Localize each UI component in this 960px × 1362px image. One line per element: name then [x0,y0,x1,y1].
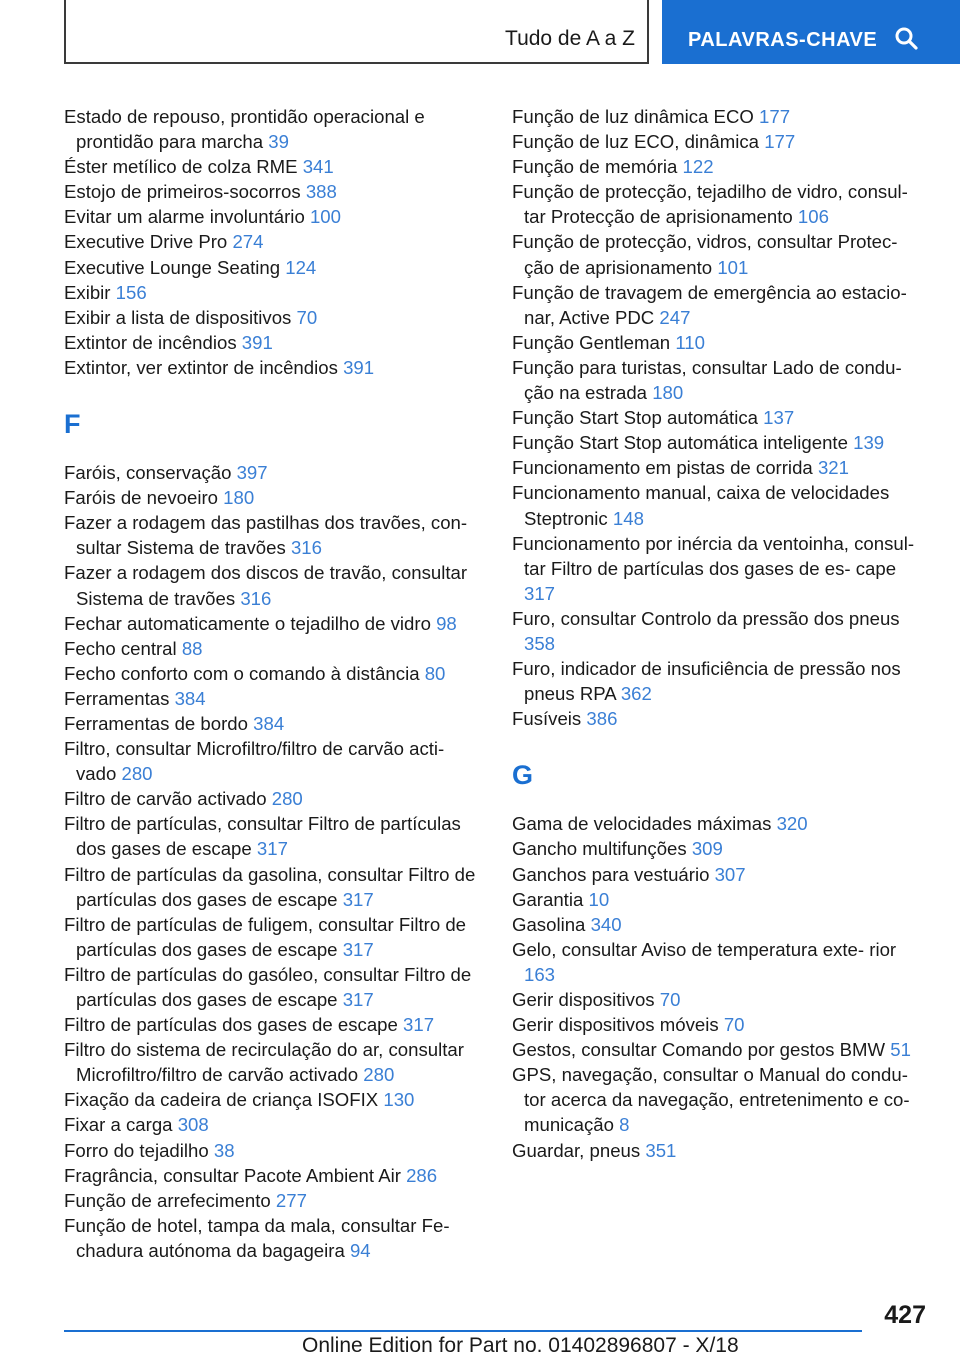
index-entry-text: Filtro de partículas, consultar Filtro de partículas dos gases de escape [64,813,461,860]
index-entry-text: Faróis, conservação [64,462,232,484]
index-entry-page-link[interactable]: 280 [271,788,303,810]
footer-divider [64,1330,862,1332]
index-entry-text: Gama de velocidades máximas [512,813,772,835]
index-entry-text: Gerir dispositivos móveis [512,1014,719,1036]
index-entry-text: Executive Lounge Seating [64,256,281,278]
index-entry [64,485,484,510]
index-entry [64,912,484,962]
index-entry-text: Filtro de partículas do gasóleo, consultar Filtro de partículas dos gases de escape [64,963,472,1010]
index-entry [512,405,932,430]
index-entry-text: Garantia [512,888,584,910]
index-entry-page-link[interactable]: 247 [659,306,691,328]
index-letter-heading: F [64,409,81,440]
index-entry-text: Executive Drive Pro [64,231,228,253]
index-entry-page-link[interactable]: 180 [652,382,684,404]
index-entry-page-link[interactable]: 277 [275,1189,307,1211]
index-entry [512,887,932,912]
index-entry [64,1112,484,1137]
index-entry [512,531,932,606]
index-entry-page-link[interactable]: 341 [302,156,334,178]
index-entry-text: Éster metílico de colza RME [64,156,298,178]
index-entry-page-link[interactable]: 308 [177,1114,209,1136]
index-entry [512,129,932,154]
index-entry [512,154,932,179]
index-entry-page-link[interactable]: 94 [349,1239,371,1261]
section-tab[interactable] [64,0,649,64]
index-entry-text: Filtro do sistema de recirculação do ar, consultar Microfiltro/filtro de carvão activado [64,1039,464,1086]
index-entry [64,104,484,154]
index-entry-page-link[interactable]: 177 [764,131,796,153]
index-entry [512,811,932,836]
index-entry-text: Furo, consultar Controlo da pressão dos pneus [512,607,900,629]
index-entry-text: Extintor de incêndios [64,331,237,353]
index-entry-text: Ferramentas de bordo [64,712,248,734]
index-entry-text: Fixação da cadeira de criança ISOFIX [64,1089,379,1111]
index-entry [64,355,484,380]
index-entry-page-link[interactable]: 351 [645,1139,677,1161]
index-entry-page-link[interactable]: 340 [590,913,622,935]
keywords-tab-label: PALAVRAS-CHAVE [688,29,878,51]
index-entry-text: Exibir [64,281,111,303]
index-entry-page-link[interactable]: 317 [342,989,374,1010]
page-number: 427 [884,1301,926,1329]
index-entry [64,786,484,811]
index-entry [64,636,484,661]
index-entry-page-link[interactable]: 280 [121,763,153,785]
index-entry-text: Fazer a rodagem dos discos de travão, consultar Sistema de travões [64,562,468,609]
index-entry [512,706,932,731]
index-entry-page-link[interactable]: 130 [383,1089,415,1111]
index-entry-text: Faróis de nevoeiro [64,487,218,509]
index-entry [64,661,484,686]
index-entry [64,1012,484,1037]
index-entry-text: Função de memória [512,156,678,178]
index-entry [64,255,484,280]
index-entry [64,560,484,610]
index-entry-page-link[interactable]: 317 [403,1014,435,1036]
index-entry-page-link[interactable]: 362 [620,683,652,705]
index-entry [64,229,484,254]
index-entry [512,1138,932,1163]
index-entry-text: Fechar automaticamente o tejadilho de vidro [64,612,431,634]
index-entry-page-link[interactable]: 98 [436,612,457,634]
index-entry-page-link[interactable]: 38 [213,1139,235,1161]
index-entry-text: Ferramentas [64,687,170,709]
index-entry-text: Função Start Stop automática [512,407,758,429]
index-entry-page-link[interactable]: 274 [232,231,264,253]
index-entry [64,1188,484,1213]
index-entry-text: Furo, indicador de insuficiência de pressão nos pneus RPA [512,658,901,705]
index-entry [64,611,484,636]
index-entry-page-link[interactable]: 384 [253,712,285,734]
index-entry-page-link[interactable]: 391 [343,356,375,378]
index-entry-page-link[interactable]: 316 [240,587,272,609]
index-entry [512,1037,932,1062]
index-entry-text: GPS, navegação, consultar o Manual do condu- tor acerca da navegação, entretenimento e co- municação [512,1064,910,1136]
index-entry-text: Funcionamento por inércia da ventoinha, consul- tar Filtro de partículas dos gases de es- cape [512,532,915,579]
index-column-left [64,104,484,1263]
index-entry [512,937,932,987]
index-letter-heading: G [512,760,534,791]
index-entry-page-link[interactable]: 80 [424,662,446,684]
index-entry-page-link[interactable]: 137 [763,407,795,429]
index-entry-text: Gancho multifunções [512,838,687,860]
index-entry-text: Gestos, consultar Comando por gestos BMW [512,1039,886,1061]
index-entry-text: Evitar um alarme involuntário [64,206,305,228]
index-entry [64,179,484,204]
index-entry [512,229,932,279]
index-entry-page-link[interactable]: 317 [342,888,374,910]
index-entry-page-link[interactable]: 163 [524,963,556,985]
index-entry-page-link[interactable]: 70 [659,989,681,1010]
index-entry-page-link[interactable]: 316 [290,537,322,559]
index-entry-page-link[interactable]: 101 [717,256,749,278]
index-entry-page-link[interactable]: 139 [853,432,885,454]
index-entry [64,1213,484,1263]
footer-edition-text: Online Edition for Part no. 01402896807 - X/18 [302,1334,739,1357]
index-entry-text: Função para turistas, consultar Lado de condu- ção na estrada [512,356,902,404]
index-entry [512,430,932,455]
index-entry [512,606,932,656]
index-entry-page-link[interactable]: 156 [115,281,147,303]
index-entry [64,204,484,229]
index-entry [64,280,484,305]
index-entry [512,455,932,480]
index-column-right [512,104,932,1163]
index-entry-text: Função Gentleman [512,331,671,353]
index-entry-text: Filtro, consultar Microfiltro/filtro de carvão acti- vado [64,738,445,785]
index-entry-page-link[interactable]: 124 [285,256,317,278]
index-entry [64,305,484,330]
index-entry-page-link[interactable]: 51 [890,1039,911,1061]
index-entry-page-link[interactable]: 177 [759,106,791,127]
index-entry-page-link[interactable]: 180 [223,487,255,509]
index-entry-text: Filtro de partículas de fuligem, consultar Filtro de partículas dos gases de escape [64,913,467,960]
index-entry-text: Função de travagem de emergência ao estacio- nar, Active PDC [512,281,907,328]
index-entry-page-link[interactable]: 307 [714,863,746,885]
index-entry-page-link[interactable]: 286 [406,1164,438,1186]
index-entry-page-link[interactable]: 88 [181,637,203,659]
index-entry [64,1037,484,1087]
index-entry-text: Filtro de carvão activado [64,788,267,810]
index-entry-text: Fecho conforto com o comando à distância [64,662,420,684]
index-entry [512,1012,932,1037]
index-entry [64,330,484,355]
index-entry-text: Estojo de primeiros-socorros [64,181,301,203]
index-entry [64,154,484,179]
index-entry-text: Guardar, pneus [512,1139,641,1161]
index-entry-text: Extintor, ver extintor de incêndios [64,356,338,378]
index-entry-page-link[interactable]: 391 [241,331,273,353]
index-entry-text: Fecho central [64,637,177,659]
index-entry-text: Exibir a lista de dispositivos [64,306,292,328]
index-entry-text: Gelo, consultar Aviso de temperatura exte- rior [512,938,897,960]
index-entry-text: Funcionamento em pistas de corrida [512,457,813,479]
index-entry-text: Função de arrefecimento [64,1189,271,1211]
index-entry-page-link[interactable]: 397 [236,462,268,484]
index-entry-text: Função de luz dinâmica ECO [512,106,754,127]
index-entry-page-link[interactable]: 10 [588,888,610,910]
index-entry-page-link[interactable]: 384 [174,687,206,709]
index-entry-page-link[interactable]: 280 [363,1064,395,1086]
index-entry [64,1138,484,1163]
index-entry [512,104,932,129]
index-entry-page-link[interactable]: 386 [586,708,618,730]
index-entry-text: Fazer a rodagem das pastilhas dos travões, con- sultar Sistema de travões [64,512,468,559]
index-entry [64,1163,484,1188]
index-entry-page-link[interactable]: 320 [776,813,808,835]
index-entry-text: Filtro de partículas dos gases de escape [64,1014,398,1036]
index-entry-page-link[interactable]: 321 [817,457,849,479]
index-entry-text: Estado de repouso, prontidão operacional e prontidão para marcha [64,106,425,153]
index-entry-page-link[interactable]: 39 [268,131,289,153]
index-entry-page-link[interactable]: 148 [612,507,644,529]
index-entry-text: Gerir dispositivos [512,989,655,1010]
index-entry [64,962,484,1012]
index-entry-page-link[interactable]: 317 [524,582,556,604]
index-entry-page-link[interactable]: 70 [296,306,318,328]
index-entry-text: Fixar a carga [64,1114,173,1136]
index-entry [512,912,932,937]
index-entry [512,1062,932,1137]
index-entry-text: Filtro de partículas da gasolina, consultar Filtro de partículas dos gases de escape [64,863,476,910]
index-entry-page-link[interactable]: 388 [305,181,337,203]
index-entry-page-link[interactable]: 70 [723,1014,745,1036]
index-entry-text: Fragrância, consultar Pacote Ambient Air [64,1164,401,1186]
index-entry [64,711,484,736]
index-entry-page-link[interactable]: 317 [342,938,374,960]
index-entry-page-link[interactable]: 317 [256,838,288,860]
index-entry-page-link[interactable]: 358 [524,632,556,654]
index-entry-text: Função de protecção, tejadilho de vidro, consul- tar Protecção de aprisionamento [512,181,908,228]
section-tab-label: Tudo de A a Z [505,27,635,50]
index-entry [512,330,932,355]
index-entry-text: Gasolina [512,913,586,935]
keywords-tab[interactable] [662,0,960,64]
index-entry [512,480,932,530]
index-entry [512,280,932,330]
index-entry-text: Função Start Stop automática inteligente [512,432,848,454]
index-entry-page-link[interactable]: 309 [691,838,723,860]
index-entry [64,510,484,560]
index-entry [64,460,484,485]
index-entry [512,179,932,229]
index-entry-page-link[interactable]: 106 [797,206,829,228]
index-entry [512,987,932,1012]
search-icon [894,26,918,50]
index-entry-text: Função de hotel, tampa da mala, consultar Fe- chadura autónoma da bagageira [64,1214,450,1261]
index-entry-text: Funcionamento manual, caixa de velocidades Steptronic [512,482,890,529]
index-entry [64,686,484,711]
index-entry [64,736,484,786]
index-entry-text: Forro do tejadilho [64,1139,209,1161]
index-entry [512,862,932,887]
index-entry-text: Função de protecção, vidros, consultar Protec- ção de aprisionamento [512,231,898,278]
index-entry-page-link[interactable]: 110 [675,331,705,353]
index-entry-text: Ganchos para vestuário [512,863,710,885]
index-entry [512,656,932,706]
index-entry [64,811,484,861]
index-entry [64,862,484,912]
index-entry-text: Função de luz ECO, dinâmica [512,131,760,153]
index-entry-page-link[interactable]: 8 [619,1114,630,1136]
index-entry [512,836,932,861]
index-entry [64,1087,484,1112]
index-entry-text: Fusíveis [512,708,582,730]
index-entry-page-link[interactable]: 100 [309,206,341,228]
index-entry [512,355,932,405]
index-entry-page-link[interactable]: 122 [682,156,714,178]
